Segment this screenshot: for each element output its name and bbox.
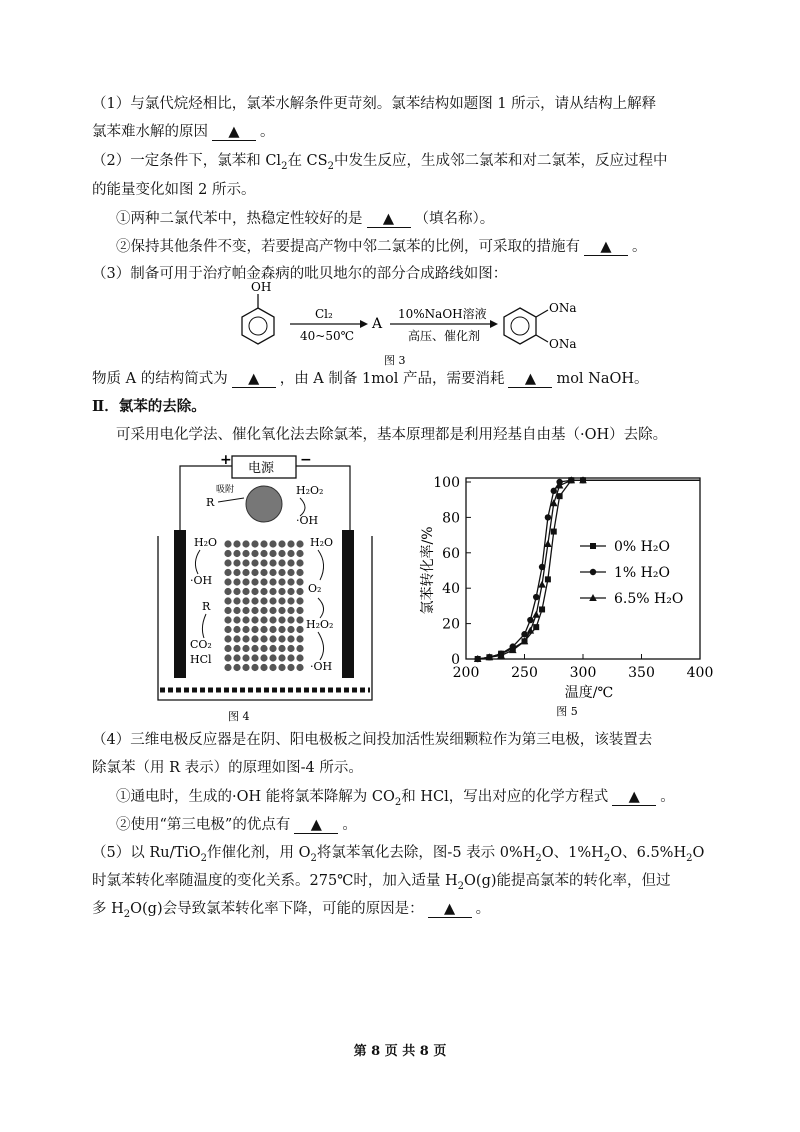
carbon-granule [269, 664, 276, 671]
carbon-granule [224, 550, 231, 557]
q5-line3: 多 $H_2O(g)$会导致氯苯转化率下降，可能的原因是： ▲ 。 [92, 901, 491, 920]
svg-text:CO₂: CO₂ [190, 638, 212, 651]
q2-sub2: ②保持其他条件不变，若要提高产物中邻二氯苯的比例，可采取的措施有 ▲ 。 [116, 239, 647, 255]
carbon-granule [287, 569, 294, 576]
y-tick-label: 20 [442, 616, 460, 633]
carbon-granule [278, 664, 285, 671]
y-tick-label: 60 [442, 545, 460, 562]
particle-bed [224, 540, 303, 671]
y-tick-label: 40 [442, 581, 460, 598]
x-tick-label: 200 [452, 665, 480, 681]
carbon-granule [251, 645, 258, 652]
carbon-granule [251, 626, 258, 633]
carbon-granule [296, 540, 303, 547]
carbon-granule [269, 607, 276, 614]
data-point-circle [551, 488, 557, 494]
answer-blank[interactable]: ▲ [612, 789, 656, 806]
carbon-granule [233, 597, 240, 604]
carbon-granule [224, 578, 231, 585]
carbon-granule [287, 654, 294, 661]
data-point-circle [545, 514, 551, 520]
carbon-granule [296, 645, 303, 652]
carbon-granule [296, 635, 303, 642]
carbon-granule [260, 550, 267, 557]
anode-plate [174, 530, 186, 678]
fig4-electrode-reactor [150, 452, 385, 722]
carbon-granule [233, 645, 240, 652]
data-point-square [557, 493, 563, 499]
q4-sub2: ②使用“第三电极”的优点有 ▲ 。 [116, 817, 357, 833]
carbon-granule [251, 569, 258, 576]
carbon-granule [233, 569, 240, 576]
carbon-granule [260, 597, 267, 604]
carbon-granule [224, 664, 231, 671]
carbon-granule [269, 654, 276, 661]
carbon-granule [233, 550, 240, 557]
carbon-granule [233, 664, 240, 671]
x-axis-label: 温度/℃ [564, 685, 614, 701]
carbon-granule [287, 664, 294, 671]
carbon-granule [269, 550, 276, 557]
carbon-granule [251, 597, 258, 604]
carbon-granule [233, 626, 240, 633]
svg-text:R: R [202, 600, 211, 613]
carbon-granule [287, 607, 294, 614]
carbon-granule [233, 559, 240, 566]
data-point-square [551, 529, 557, 535]
x-tick-label: 250 [511, 665, 538, 681]
reagent2-bottom: 高压、催化剂 [408, 329, 481, 343]
carbon-granule [251, 588, 258, 595]
carbon-granule [251, 635, 258, 642]
carbon-granule [278, 616, 285, 623]
ona-label-1: ONa [549, 301, 577, 315]
power-label: 电源 [248, 461, 275, 476]
carbon-granule [296, 559, 303, 566]
carbon-granule [287, 540, 294, 547]
carbon-granule [242, 654, 249, 661]
carbon-granule [242, 616, 249, 623]
carbon-granule [251, 559, 258, 566]
svg-text:HCl: HCl [190, 653, 212, 666]
carbon-granule [287, 550, 294, 557]
carbon-granule [269, 626, 276, 633]
carbon-granule [233, 616, 240, 623]
carbon-granule [269, 578, 276, 585]
carbon-granule [269, 569, 276, 576]
carbon-granule [260, 578, 267, 585]
carbon-granule [269, 616, 276, 623]
carbon-granule [287, 588, 294, 595]
carbon-granule [260, 569, 267, 576]
fig3-synthesis-route [220, 278, 580, 370]
product-structure [504, 301, 577, 351]
carbon-granule [242, 550, 249, 557]
answer-blank[interactable]: ▲ [508, 371, 552, 388]
section2-intro: 可采用电化学法、催化氧化法去除氯苯，基本原理都是利用羟基自由基（·OH）去除。 [116, 427, 668, 443]
answer-blank[interactable]: ▲ [212, 124, 256, 141]
carbon-particle [246, 486, 282, 522]
carbon-granule [224, 559, 231, 566]
x-tick-label: 400 [686, 665, 714, 681]
carbon-granule [296, 588, 303, 595]
svg-text:O₂: O₂ [308, 582, 322, 595]
q3-line1: （3）制备可用于治疗帕金森病的吡贝地尔的部分合成路线如图： [92, 266, 508, 282]
carbon-granule [224, 616, 231, 623]
reagent1-top: Cl₂ [315, 307, 333, 321]
fig4-label: 图 4 [228, 710, 250, 722]
data-point-triangle [532, 611, 540, 618]
carbon-granule [296, 654, 303, 661]
x-tick-label: 300 [569, 665, 597, 681]
carbon-granule [287, 597, 294, 604]
svg-text:H₂O: H₂O [194, 536, 218, 549]
carbon-granule [260, 654, 267, 661]
carbon-granule [269, 597, 276, 604]
carbon-granule [260, 626, 267, 633]
y-tick-label: 100 [433, 475, 460, 491]
y-tick-label: 0 [451, 652, 460, 668]
carbon-granule [278, 607, 285, 614]
carbon-granule [251, 540, 258, 547]
data-point-square [533, 624, 539, 630]
carbon-granule [278, 569, 285, 576]
answer-blank[interactable]: ▲ [428, 901, 472, 918]
data-point-circle [533, 594, 539, 600]
fig3-label: 图 3 [384, 354, 406, 367]
carbon-granule [260, 635, 267, 642]
carbon-granule [269, 645, 276, 652]
carbon-granule [296, 569, 303, 576]
phenol-structure [242, 280, 274, 344]
carbon-granule [242, 588, 249, 595]
carbon-granule [260, 540, 267, 547]
q3-line2: 物质 A 的结构简式为 ▲ ，由 A 制备 1mol 产品，需要消耗 ▲ mol NaOH。 [92, 371, 649, 387]
carbon-granule [278, 645, 285, 652]
carbon-granule [233, 635, 240, 642]
q5-line1: （5）以 Ru/TiO$_2$作催化剂，用 $O_2$将氯苯氧化去除，图-5 表示 $0\%H_2O$、$1\%H_2O$、$6.5\%H_2O$ [92, 845, 705, 864]
carbon-granule [242, 569, 249, 576]
carbon-granule [287, 578, 294, 585]
reagent2-top: 10%NaOH溶液 [398, 307, 487, 321]
carbon-granule [296, 607, 303, 614]
svg-text:·OH: ·OH [310, 660, 333, 673]
answer-blank[interactable]: ▲ [294, 817, 338, 834]
data-point-square [590, 543, 596, 549]
carbon-granule [251, 550, 258, 557]
carbon-granule [278, 597, 285, 604]
carbon-granule [260, 645, 267, 652]
svg-text:H₂O: H₂O [310, 536, 334, 549]
carbon-granule [242, 597, 249, 604]
carbon-granule [260, 559, 267, 566]
carbon-granule [251, 654, 258, 661]
q1-line1: （1）与氯代烷烃相比，氯苯水解条件更苛刻。氯苯结构如题图 1 所示，请从结构上解释 [92, 96, 657, 112]
y-tick-label: 80 [442, 510, 460, 527]
carbon-granule [260, 616, 267, 623]
carbon-granule [260, 664, 267, 671]
section2-title: Ⅱ．氯苯的去除。 [92, 398, 206, 415]
ona-label-2: ONa [549, 337, 577, 351]
svg-text:·OH: ·OH [190, 574, 213, 587]
cathode-plate [342, 530, 354, 678]
carbon-granule [296, 664, 303, 671]
q2-line1: （2）一定条件下，氯苯和 $Cl_2$在 $CS_2$中发生反应，生成邻二氯苯和对二氯苯，反应过程中 [92, 153, 668, 172]
carbon-granule [233, 578, 240, 585]
svg-text:H₂O₂: H₂O₂ [306, 618, 334, 631]
carbon-granule [242, 626, 249, 633]
legend-label: 6.5% H₂O [614, 591, 684, 607]
answer-blank[interactable]: ▲ [584, 239, 628, 256]
carbon-granule [251, 578, 258, 585]
carbon-granule [269, 540, 276, 547]
carbon-granule [278, 578, 285, 585]
carbon-granule [224, 626, 231, 633]
carbon-granule [278, 635, 285, 642]
carbon-granule [269, 588, 276, 595]
carbon-granule [224, 645, 231, 652]
carbon-granule [242, 540, 249, 547]
carbon-granule [260, 588, 267, 595]
carbon-granule [296, 616, 303, 623]
reagent1-bottom: 40~50℃ [300, 329, 355, 343]
q2-sub1: ①两种二氯代苯中，热稳定性较好的是 ▲ （填名称）。 [116, 211, 495, 227]
carbon-granule [224, 654, 231, 661]
carbon-granule [233, 654, 240, 661]
carbon-granule [242, 635, 249, 642]
carbon-granule [242, 664, 249, 671]
carbon-granule [224, 540, 231, 547]
carbon-granule [287, 635, 294, 642]
data-point-circle [590, 569, 596, 575]
legend-label: 1% H₂O [614, 565, 670, 581]
q4-sub1: ①通电时，生成的·OH 能将氯苯降解为 $CO_2$和 HCl，写出对应的化学方程式 ▲ 。 [116, 789, 675, 808]
svg-text:R: R [206, 496, 215, 509]
carbon-granule [251, 607, 258, 614]
carbon-granule [242, 607, 249, 614]
carbon-granule [224, 569, 231, 576]
fig5-conversion-chart [410, 462, 720, 724]
carbon-granule [233, 588, 240, 595]
oh-label: OH [251, 280, 272, 294]
carbon-granule [269, 559, 276, 566]
q4-line2: 除氯苯（用 R 表示）的原理如图-4 所示。 [92, 760, 363, 776]
carbon-granule [278, 654, 285, 661]
data-point-square [539, 606, 545, 612]
carbon-granule [233, 540, 240, 547]
svg-text:·OH: ·OH [296, 514, 319, 527]
carbon-granule [260, 607, 267, 614]
y-axis-label: 氯苯转化率/% [420, 526, 436, 615]
answer-blank[interactable]: ▲ [232, 371, 276, 388]
q4-line1: （4）三维电极反应器是在阴、阳电极板之间投加活性炭细颗粒作为第三电极，该装置去 [92, 732, 653, 748]
data-point-circle [527, 617, 533, 623]
carbon-granule [251, 664, 258, 671]
carbon-granule [296, 550, 303, 557]
carbon-granule [296, 597, 303, 604]
carbon-granule [224, 635, 231, 642]
carbon-granule [287, 626, 294, 633]
carbon-granule [287, 559, 294, 566]
carbon-granule [278, 540, 285, 547]
carbon-granule [242, 559, 249, 566]
carbon-granule [278, 550, 285, 557]
x-tick-label: 350 [628, 665, 655, 681]
carbon-granule [287, 616, 294, 623]
data-point-square [545, 576, 551, 582]
svg-text:H₂O₂: H₂O₂ [296, 484, 324, 497]
svg-text:吸附: 吸附 [216, 485, 235, 495]
q2-line2: 的能量变化如图 2 所示。 [92, 182, 256, 198]
plus-sign: + [220, 452, 232, 468]
carbon-granule [287, 645, 294, 652]
minus-sign: − [300, 452, 312, 468]
carbon-granule [296, 626, 303, 633]
answer-blank[interactable]: ▲ [367, 211, 411, 228]
page-footer: 第 8 页 共 8 页 [353, 1044, 447, 1059]
carbon-granule [224, 588, 231, 595]
intermediate-a: A [372, 316, 383, 332]
legend-label: 0% H₂O [614, 539, 670, 555]
carbon-granule [242, 645, 249, 652]
carbon-granule [278, 626, 285, 633]
carbon-granule [278, 559, 285, 566]
carbon-granule [251, 616, 258, 623]
q1-line2: 氯苯难水解的原因 ▲ 。 [92, 124, 275, 140]
carbon-granule [233, 607, 240, 614]
carbon-granule [224, 607, 231, 614]
carbon-granule [242, 578, 249, 585]
carbon-granule [269, 635, 276, 642]
carbon-granule [278, 588, 285, 595]
q5-line2: 时氯苯转化率随温度的变化关系。275℃时，加入适量 $H_2O(g)$能提高氯苯的转化率，但过 [92, 873, 671, 892]
carbon-granule [296, 578, 303, 585]
carbon-granule [224, 597, 231, 604]
fig5-label: 图 5 [556, 705, 578, 718]
